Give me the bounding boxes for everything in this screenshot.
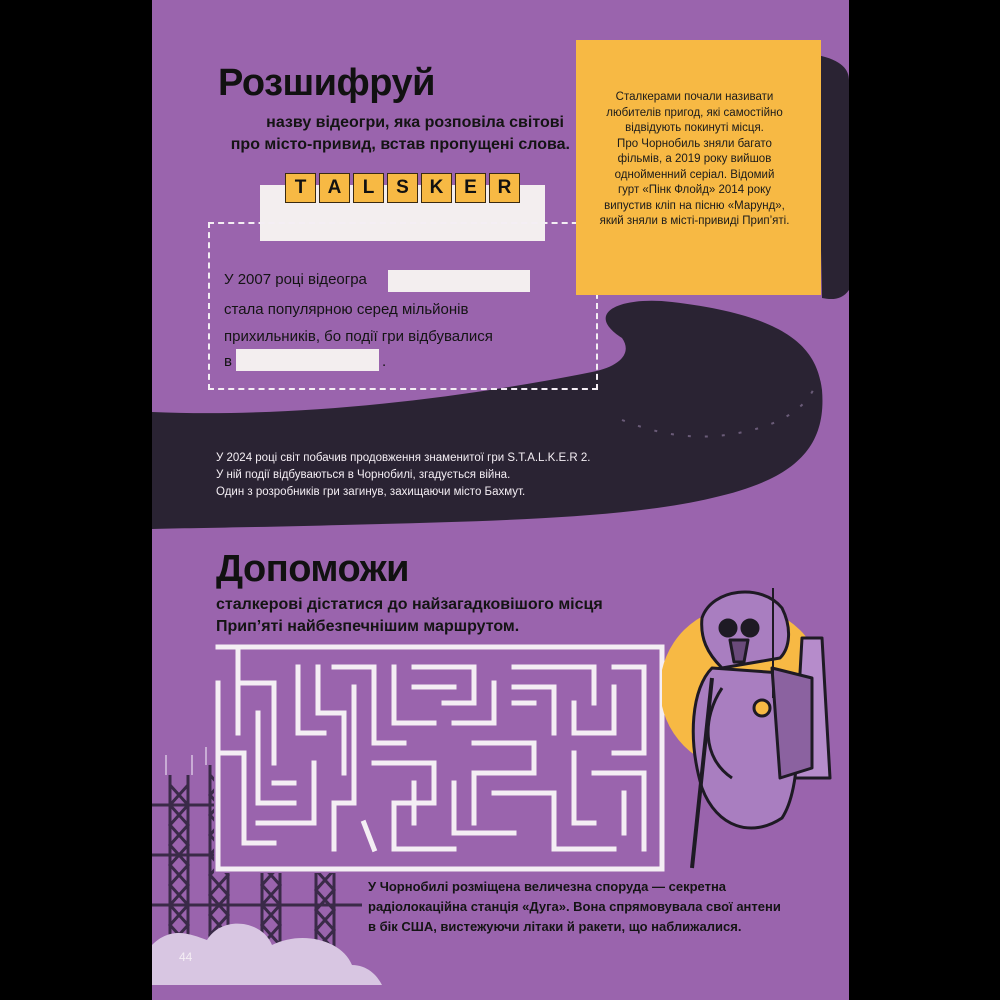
scrambled-letters [285,173,520,203]
fill-line-1: У 2007 році відеогра [224,271,367,288]
letter-tile: E [455,173,486,203]
decode-lead-line-2: про місто-привид, встав пропущені слова. [230,136,570,153]
rifle [772,588,774,698]
letter-tile: L [353,173,384,203]
fill-line-2: стала популярною серед мільйонів [224,301,469,318]
maze[interactable] [214,643,666,873]
book-page [152,0,849,1000]
fill-line-3: прихильників, бо події гри відбувалися [224,328,493,345]
maze-lead-line-1: сталкерові дістатися до найзагадковішого місця [216,596,603,613]
letter-tile: R [489,173,520,203]
info-line: однойменний серіал. Відомий [614,168,775,181]
maze-title: Допоможи [216,548,410,590]
stalker-illustration [662,578,849,878]
gas-mask-eye-left [720,620,736,636]
gas-mask-filter [730,640,748,662]
maze-lead-line-2: Прип’яті найбезпечнішим маршрутом. [216,618,520,635]
letter-tile: S [387,173,418,203]
backpack [772,668,812,778]
blank-place-name[interactable] [236,349,379,371]
gas-mask-eye-right [742,620,758,636]
note-line: У 2024 році світ побачив продовження знаменитої гри S.T.A.L.K.E.R 2. [216,452,591,464]
note-line: У ній події відбуваються в Чорнобилі, згадується війна. [216,469,511,481]
stalker2-note [216,450,646,501]
duga-note [368,877,788,937]
letter-tile: A [319,173,350,203]
duga-line: радіолокаційна станція «Дуга». Вона спрямовувала свої антени [368,899,781,914]
radiation-badge-icon [754,700,770,716]
fill-line-4-start: в [224,353,232,370]
note-line: Один з розробників гри загинув, захищаючи місто Бахмут. [216,486,526,498]
fill-line-4-end: . [382,353,387,370]
page-number: 44 [179,950,193,964]
letter-tile: T [285,173,316,203]
letter-tile: K [421,173,452,203]
info-line: Про Чорнобиль зняли багато [617,137,772,150]
info-line: випустив кліп на пісню «Марунд», [604,199,785,212]
info-line: фільмів, а 2019 року вийшов [617,153,772,165]
info-box [576,40,821,295]
info-line: любителів пригод, які самостійно [606,106,783,119]
info-line: який зняли в місті-привиді Прип’яті. [599,215,790,227]
info-line: Сталкерами почали називати [615,91,774,103]
blank-game-name[interactable] [388,270,530,292]
duga-line: в бік США, вистежуючи літаки й ракети, що наближалися. [368,919,742,934]
decode-lead-line-1: назву відеогри, яка розповіла світові [266,114,564,131]
info-line: гурт «Пінк Флойд» 2014 року [617,184,771,196]
info-line: відвідують покинуті місця. [625,122,764,134]
duga-line: У Чорнобилі розміщена величезна споруда — секретна [368,879,727,894]
decode-title: Розшифруй [218,62,435,104]
